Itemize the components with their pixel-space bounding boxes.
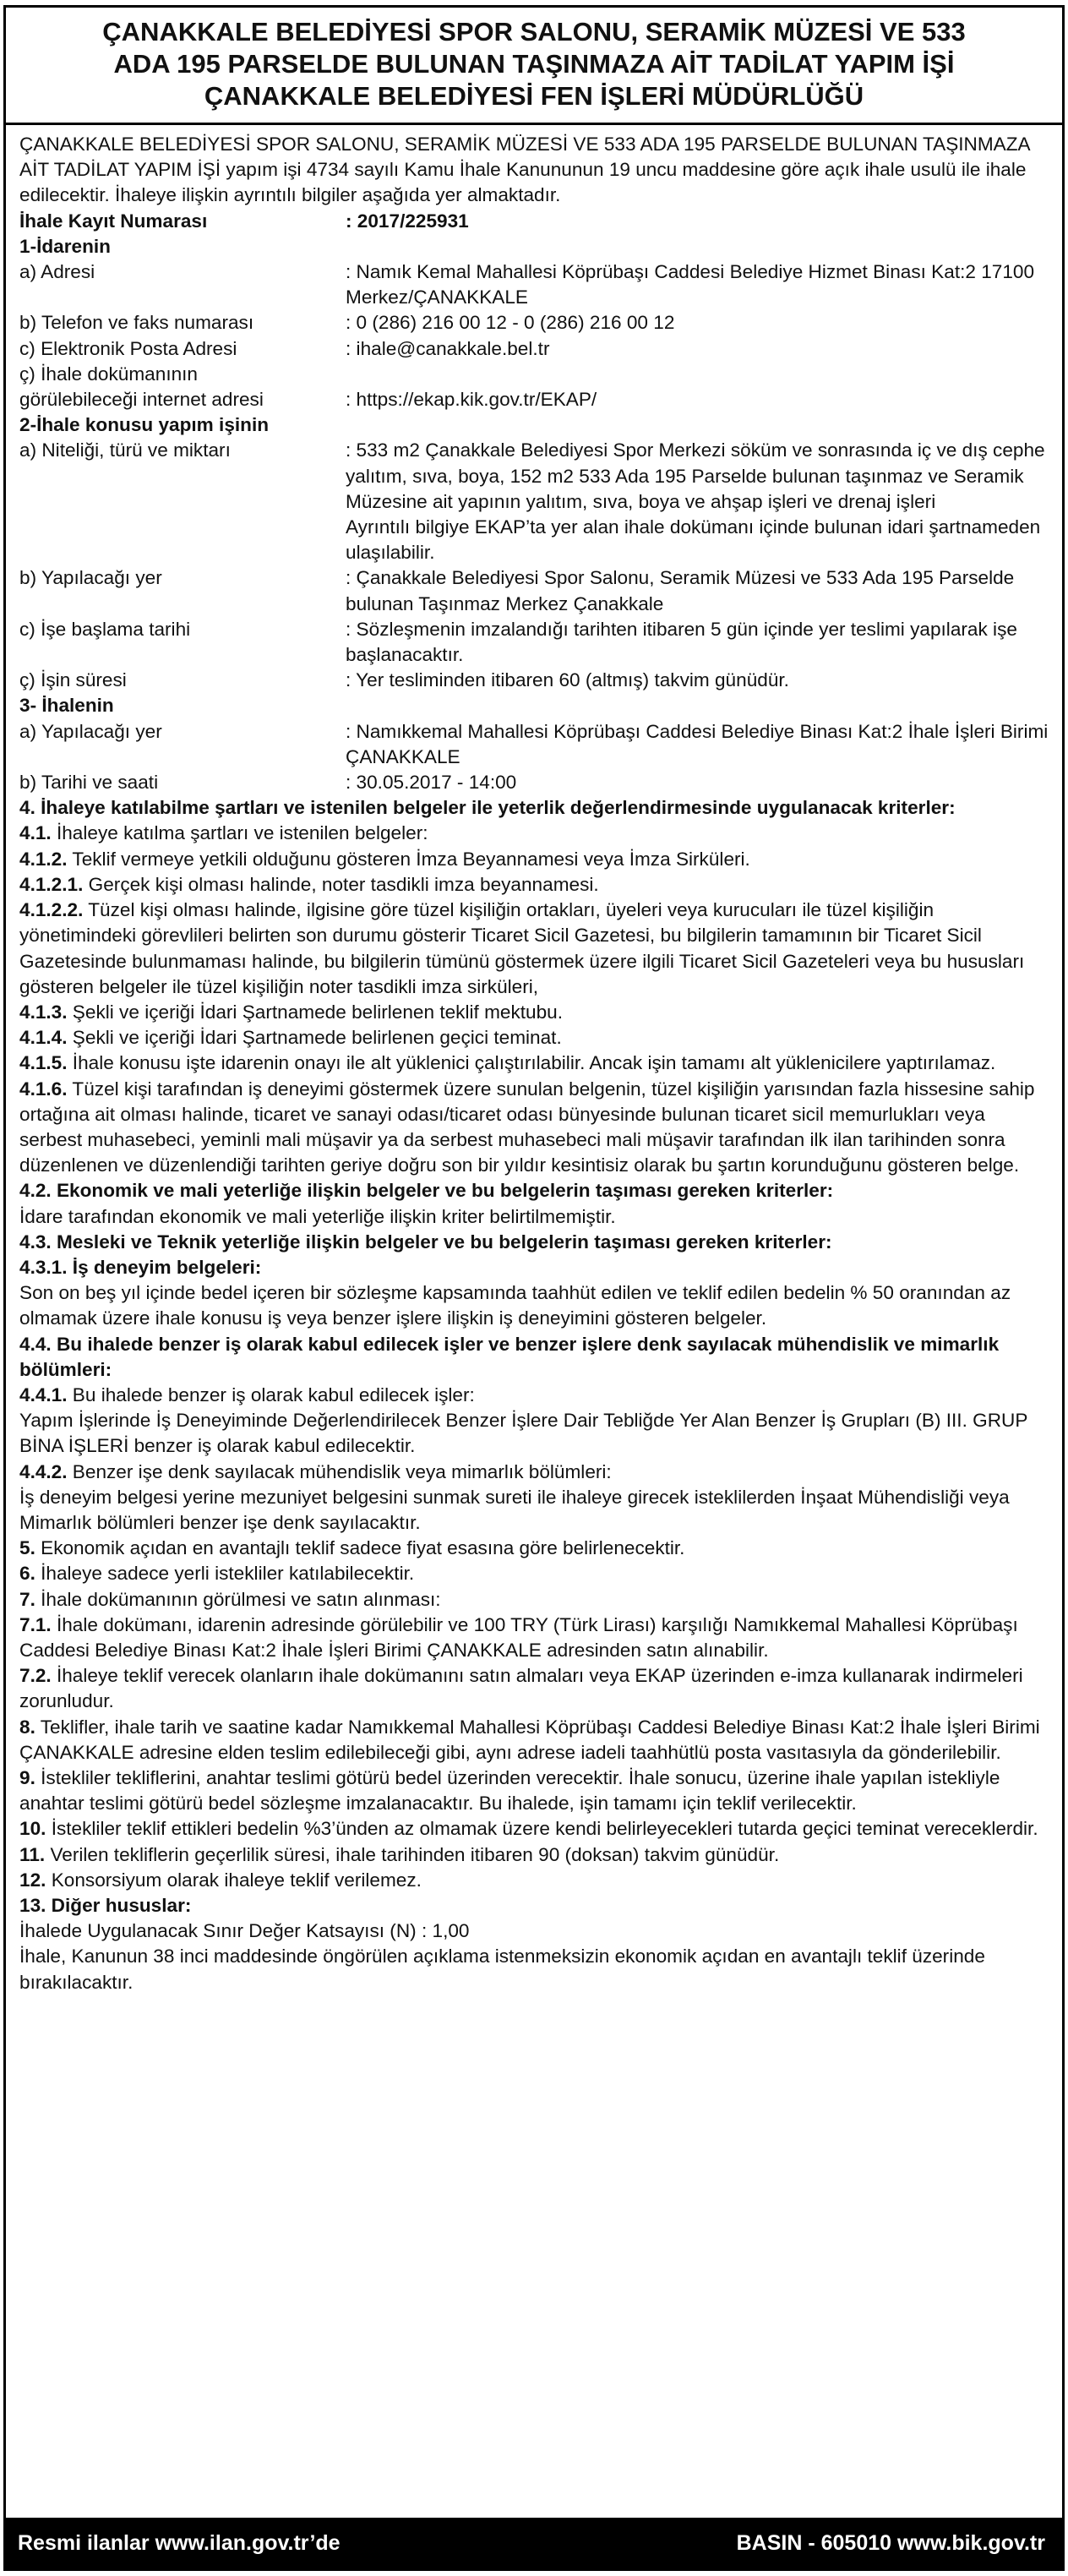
section-4-4-1-detail: Yapım İşlerinde İş Deneyiminde Değerlendirilecek Benzer İşlere Dair Tebliğde Yer Alan Benzer İş Grupları (B) III. GRUP BİNA İŞLERİ benzer iş olarak kabul edilecektir. [19,1410,1027,1457]
email-label: c) Elektronik Posta Adresi [19,337,237,359]
section-4-1-4 [19,1025,1049,1051]
section-4-1-4-num: 4.1.4. [19,1027,68,1049]
section-4-2-text: İdare tarafından ekonomik ve mali yeterliğe ilişkin kriter belirtilmemiştir. [19,1205,616,1227]
section-12-text: Konsorsiyum olarak ihaleye teklif verilemez. [46,1869,422,1891]
kayit-value: : 2017/225931 [346,210,469,232]
ihale-tarih-label: b) Tarihi ve saati [19,772,159,794]
sure-label: ç) İşin süresi [19,669,127,691]
section-4-1-2-2-text: Tüzel kişi olması halinde, ilgisine göre tüzel kişiliğin ortakları, üyeleri veya kurucuları ile tüzel kişiliğin yönetimindeki görevlileri belirten son durumu gösterir Ticaret Sicil Gazetesi, bu bilgilerin tamamının bir Ticaret Sicil Gazetesinde bulunmaması halinde, bu bilgilerin tümünü göstermek üzere ilgili Ticaret Sicil Gazeteleri veya bu hususları gösteren belgeler ile tüzel kişiliğin noter tasdikli imza sirküleri, [19,899,1025,997]
adres-label: a) Adresi [19,261,95,283]
email-value: : ihale@canakkale.bel.tr [346,337,550,359]
dokuman-row-2 [19,387,1049,412]
announcement-footer [6,2518,1062,2568]
tel-value: : 0 (286) 216 00 12 - 0 (286) 216 00 12 [346,312,675,334]
footer-left[interactable]: Resmi ilanlar www.ilan.gov.tr’de [18,2530,341,2555]
section-6-text: İhaleye sadece yerli istekliler katılabilecektir. [35,1563,415,1585]
section-4-1 [19,821,1049,846]
section-7-1-text: İhale dokümanı, idarenin adresinde görülebilir ve 100 TRY (Türk Lirası) karşılığı Namıkkemal Mahallesi Köprübaşı Caddesi Belediye Binası Kat:2 İhale İşleri Birimi ÇANAKKALE adresinden satın alınabilir. [19,1613,1018,1661]
konu-heading: 2-İhale konusu yapım işinin [19,414,270,436]
section-7-1-num: 7.1. [19,1613,52,1635]
header-line-2: ADA 195 PARSELDE BULUNAN TAŞINMAZA AİT TADİLAT YAPIM İŞİ [113,49,955,79]
section-11 [19,1842,1049,1868]
section-4-1-3-text: Şekli ve içeriği İdari Şartnamede belirlenen teklif mektubu. [67,1001,563,1023]
section-4-4-2-text: Benzer işe denk sayılacak mühendislik veya mimarlık bölümleri: [67,1460,612,1482]
announcement-body [6,125,1062,1995]
section-4-4-1-num: 4.4.1. [19,1384,68,1405]
nitelik-label: a) Niteliği, türü ve miktarı [19,439,231,461]
section-4-1-5 [19,1051,1049,1076]
ihale-yer-row [19,719,1049,770]
section-9-text: İstekliler tekliflerini, anahtar teslimi götürü bedel üzerinden verecektir. İhale sonucu, üzerine ihale yapılan istekliyle anahtar teslimi götürü bedel sözleşme imzalanacaktır. Bu ihalede, işin tamamı için teklif verilecektir. [19,1767,1000,1815]
section-4-1-2 [19,847,1049,872]
yapilacak-yer-row [19,565,1049,616]
section-4-1-2-1-num: 4.1.2.1. [19,873,84,895]
ihale-tarih-row [19,770,1049,795]
section-4-1-3 [19,1000,1049,1025]
nitelik-row [19,438,1049,565]
section-4-1-num: 4.1. [19,822,52,844]
section-11-num: 11. [19,1843,46,1865]
section-4-1-6 [19,1077,1049,1179]
section-4-1-text: İhaleye katılma şartları ve istenilen belgeler: [51,822,428,844]
section-4-1-2-1-text: Gerçek kişi olması halinde, noter tasdikli imza beyannamesi. [83,873,599,895]
footer-right[interactable]: BASIN - 605010 www.bik.gov.tr [736,2530,1045,2555]
section-4-1-5-text: İhale konusu işte idarenin onayı ile alt yüklenici çalıştırılabilir. Ancak işin tamamı alt yüklenicilere yaptırılamaz. [67,1052,996,1074]
section-6-num: 6. [19,1563,35,1585]
section-4-1-5-num: 4.1.5. [19,1052,68,1074]
section-5 [19,1536,1049,1561]
tel-label: b) Telefon ve faks numarası [19,312,254,334]
section-9 [19,1766,1049,1816]
section-13-line-1: İhalede Uygulanacak Sınır Değer Katsayısı (N) : 1,00 [19,1920,470,1942]
section-12 [19,1868,1049,1893]
section-4-3-heading: 4.3. Mesleki ve Teknik yeterliğe ilişkin belgeler ve bu belgelerin taşıması gereken kriterler: [19,1231,832,1253]
baslama-label: c) İşe başlama tarihi [19,618,191,640]
section-7-2 [19,1663,1049,1714]
section-10 [19,1816,1049,1842]
header-line-3: ÇANAKKALE BELEDİYESİ FEN İŞLERİ MÜDÜRLÜĞÜ [204,81,864,111]
section-4-4-1 [19,1383,1049,1408]
adres-value: : Namık Kemal Mahallesi Köprübaşı Caddesi Belediye Hizmet Binası Kat:2 17100 Merkez/ÇANAKKALE [346,261,1035,308]
section-12-num: 12. [19,1869,46,1891]
section-4-1-2-num: 4.1.2. [19,848,68,870]
section-4-1-3-num: 4.1.3. [19,1001,68,1023]
section-4-4-2-num: 4.4.2. [19,1460,68,1482]
section-7-1 [19,1613,1049,1663]
tel-row [19,310,1049,336]
nitelik-text: : 533 m2 Çanakkale Belediyesi Spor Merkezi söküm ve sonrasında iç ve dış cephe yalıtım, sıva, boya, 152 m2 533 Ada 195 Parselde bulunan taşınmaz ve Seramik Müzesine ait yapının yalıtım, sıva, boya ve ahşap işleri ve drenaj işleri [346,439,1045,512]
section-4-1-2-2-num: 4.1.2.2. [19,899,84,921]
section-9-num: 9. [19,1767,35,1788]
section-7-2-num: 7.2. [19,1665,52,1687]
section-4-3-1-heading: 4.3.1. İş deneyim belgeleri: [19,1256,262,1278]
ihale-yer-label: a) Yapılacağı yer [19,720,162,742]
section-5-num: 5. [19,1537,35,1559]
section-6 [19,1561,1049,1586]
announcement-header [6,8,1062,125]
section-4-1-6-num: 4.1.6. [19,1078,68,1100]
section-4-4-2-detail: İş deneyim belgesi yerine mezuniyet belgesini sunmak sureti ile ihaleye girecek isteklilerden İnşaat Mühendisliği veya Mimarlık bölümleri benzer işe denk sayılacaktır. [19,1486,1010,1533]
idare-heading: 1-İdarenin [19,235,111,257]
section-4-2-heading: 4.2. Ekonomik ve mali yeterliğe ilişkin belgeler ve bu belgelerin taşıması gereken kriterler: [19,1180,834,1202]
header-line-1: ÇANAKKALE BELEDİYESİ SPOR SALONU, SERAMİK MÜZESİ VE 533 [102,17,966,46]
section-4-heading: 4. İhaleye katılabilme şartları ve istenilen belgeler ile yeterlik değerlendirmesinde uygulanacak kriterler: [19,797,956,819]
section-8-text: Teklifler, ihale tarih ve saatine kadar Namıkkemal Mahallesi Köprübaşı Caddesi Belediye Binası Kat:2 İhale İşleri Birimi ÇANAKKALE adresine elden teslim edilebileceği gibi, aynı adrese iadeli taahhütlü posta vasıtasıyla da gönderilebilir. [19,1716,1040,1763]
section-4-4-1-text: Bu ihalede benzer iş olarak kabul edilecek işler: [67,1384,475,1405]
section-4-1-4-text: Şekli ve içeriği İdari Şartnamede belirlenen geçici teminat. [67,1027,562,1049]
yapilacak-yer-label: b) Yapılacağı yer [19,567,162,589]
kayit-row [19,209,1049,234]
sure-row [19,668,1049,693]
section-7-text: İhale dokümanının görülmesi ve satın alınması: [35,1588,441,1610]
yapilacak-yer-value: : Çanakkale Belediyesi Spor Salonu, Seramik Müzesi ve 533 Ada 195 Parselde bulunan Taşınmaz Merkez Çanakkale [346,567,1015,614]
section-8 [19,1715,1049,1766]
section-4-3-1-text: Son on beş yıl içinde bedel içeren bir sözleşme kapsamında taahhüt edilen ve teklif edilen bedelin % 50 oranından az olmamak üzere ihale konusu iş veya benzer işlere ilişkin iş deneyimini gösteren belgeler. [19,1282,1011,1329]
adres-row [19,259,1049,310]
nitelik-value [346,438,1049,565]
section-7-2-text: İhaleye teklif verecek olanların ihale dokümanını satın almaları veya EKAP üzerinden e-imza kullanarak indirmeleri zorunludur. [19,1665,1023,1712]
dokuman-row-1 [19,362,1049,387]
baslama-row [19,617,1049,668]
section-13-line-2: İhale, Kanunun 38 inci maddesinde öngörülen açıklama istenmeksizin ekonomik açıdan en avantajlı teklif üzerinde bırakılacaktır. [19,1946,985,1993]
intro-paragraph: ÇANAKKALE BELEDİYESİ SPOR SALONU, SERAMİK MÜZESİ VE 533 ADA 195 PARSELDE BULUNAN TAŞINMAZA AİT TADİLAT YAPIM İŞİ yapım işi 4734 sayılı Kamu İhale Kanununun 19 uncu maddesine göre açık ihale usulü ile ihale edilecektir. İhaleye ilişkin ayrıntılı bilgiler aşağıda yer almaktadır. [19,134,1030,206]
kayit-label: İhale Kayıt Numarası [19,210,208,232]
baslama-value: : Sözleşmenin imzalandığı tarihten itibaren 5 gün içinde yer teslimi yapılarak işe başlanacaktır. [346,618,1017,666]
dokuman-label-2: görülebileceği internet adresi [19,389,264,411]
nitelik-note: Ayrıntılı bilgiye EKAP’ta yer alan ihale dokümanı içinde bulunan idari şartnameden ulaşılabilir. [346,516,1041,564]
section-7-num: 7. [19,1588,35,1610]
section-4-1-2-text: Teklif vermeye yetkili olduğunu gösteren İmza Beyannamesi veya İmza Sirküleri. [67,848,750,870]
announcement-frame [3,5,1065,2571]
ihale-yer-value: : Namıkkemal Mahallesi Köprübaşı Caddesi Belediye Binası Kat:2 İhale İşleri Birimi ÇANAKKALE [346,720,1049,767]
dokuman-label-1: ç) İhale dokümanının [19,363,199,385]
dokuman-url[interactable]: : https://ekap.kik.gov.tr/EKAP/ [346,389,597,411]
section-4-4-2 [19,1460,1049,1485]
section-10-num: 10. [19,1818,46,1840]
section-13-heading: 13. Diğer hususlar: [19,1895,192,1917]
sure-value: : Yer tesliminden itibaren 60 (altmış) takvim günüdür. [346,669,789,691]
section-10-text: İstekliler teklif ettikleri bedelin %3’ünden az olmamak üzere kendi belirleyecekleri tutarda geçici teminat vereceklerdir. [46,1818,1038,1840]
ihale-tarih-value: : 30.05.2017 - 14:00 [346,772,517,794]
section-11-text: Verilen tekliflerin geçerlilik süresi, ihale tarihinden itibaren 90 (doksan) takvim günüdür. [45,1843,780,1865]
section-7 [19,1587,1049,1613]
section-5-text: Ekonomik açıdan en avantajlı teklif sadece fiyat esasına göre belirlenecektir. [35,1537,685,1559]
email-row [19,336,1049,362]
section-8-num: 8. [19,1716,35,1738]
ihale-heading: 3- İhalenin [19,695,114,717]
section-4-1-6-text: Tüzel kişi tarafından iş deneyimi göstermek üzere sunulan belgenin, tüzel kişiliğin yarısından fazla hissesine sahip ortağına ait olması halinde, ticaret ve sanayi odası/ticaret odası bünyesinde bulunan ticaret sicil memurlukları veya serbest muhasebeci, yeminli mali müşavir ya da serbest muhasebeci mali müşavir tarafından ilk ilan tarihinden sonra düzenlenen ve düzenlendiği tarihten geriye doğru son bir yıldır kesintisiz olarak bu şartın korunduğunu gösteren belge. [19,1078,1035,1176]
section-4-1-2-1 [19,872,1049,898]
section-4-4-heading: 4.4. Bu ihalede benzer iş olarak kabul edilecek işler ve benzer işlere denk sayılacak mühendislik ve mimarlık bölümleri: [19,1333,1000,1380]
section-4-1-2-2 [19,898,1049,1000]
